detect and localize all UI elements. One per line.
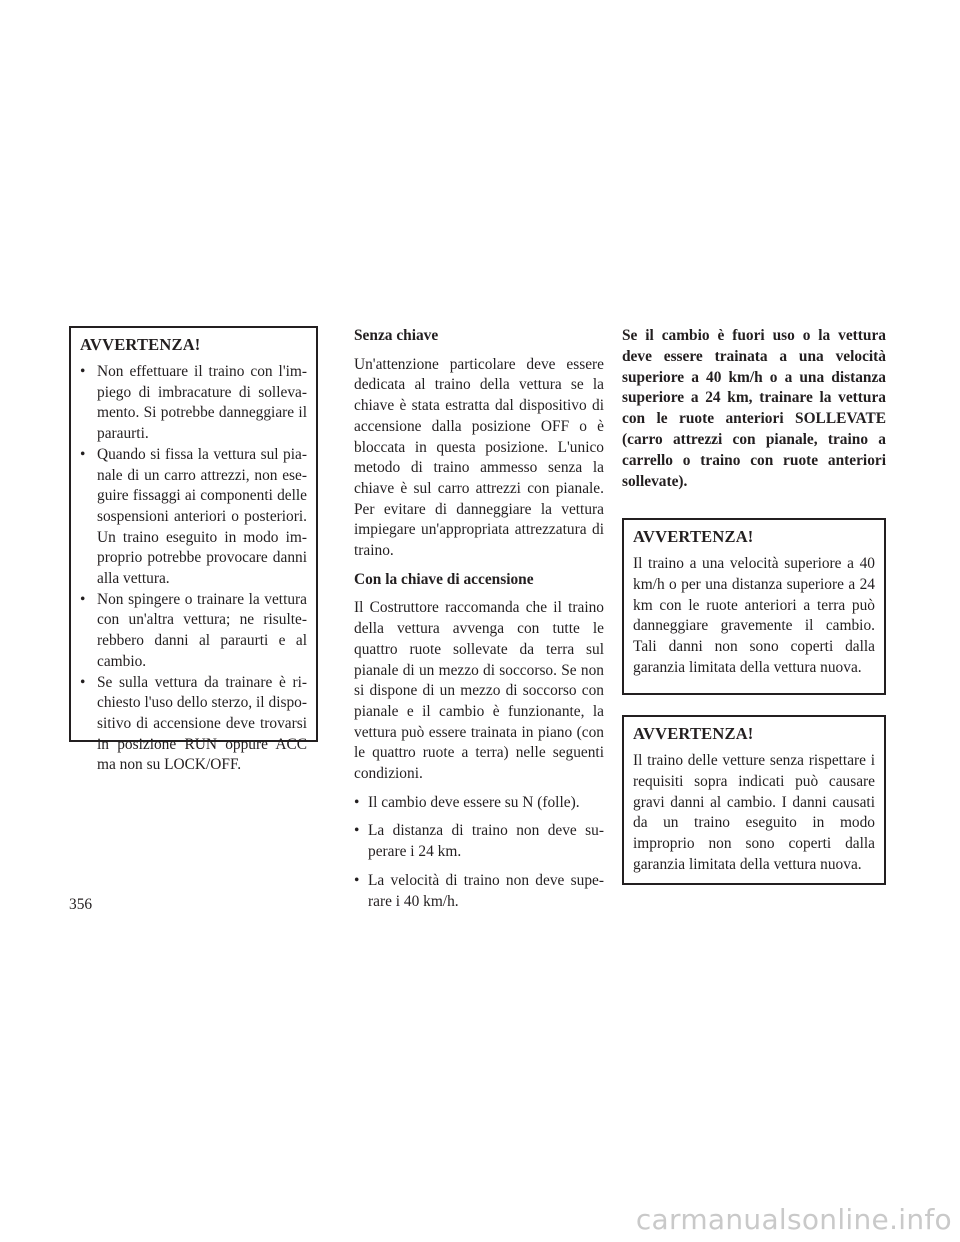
list-item: • Non effettuare il traino con l'impiego di imbracature di sollevamento. Si potrebbe danneggiare il paraurti. — [80, 362, 307, 445]
list-item: • Quando si fissa la vettura sul pianale di un carro attrezzi, non eseguire fissaggi ai componenti delle sospensioni anteriori o posteriori. Un traino eseguito in modo improprio potrebbe provocare danni alla vettura. — [80, 445, 307, 590]
warning-title: AVVERTENZA! — [80, 335, 201, 354]
middle-column — [354, 326, 604, 920]
paragraph-with-key: Il Costruttore raccomanda che il traino della vettura avvenga con tutte le quattro ruote sollevate da terra sul pianale di un mezzo di soccorso. Se non si dispone di un mezzo di soccorso con pianale e il cambio è funzionante, la vettura può essere trainata in piano (con le quattro ruote a terra) nelle seguenti condizioni. — [354, 599, 604, 783]
warning-box-requirements — [622, 715, 886, 885]
conditions-list — [354, 793, 604, 913]
warning-title: AVVERTENZA! — [633, 527, 754, 547]
warning-list — [80, 362, 307, 776]
warning-title: AVVERTENZA! — [633, 724, 754, 744]
list-item: • La velocità di traino non deve superare i 40 km/h. — [354, 871, 604, 912]
warning-box-speed — [622, 518, 886, 695]
warning-box-towing — [69, 326, 318, 774]
paragraph-no-key: Un'attenzione particolare deve essere dedicata al traino della vettura se la chiave è stata estratta dal dispositivo di accensione dalla posizione OFF o è bloccata in questa posizione. L'unico metodo di traino ammesso senza la chiave è sul carro attrezzi con pianale. Per evitare di danneggiare la vettura impiegare un'appropriata attrezzatura di traino. — [354, 355, 604, 560]
section-heading-no-key: Senza chiave — [354, 327, 439, 344]
warning-body: Il traino a una velocità superiore a 40 km/h o per una distanza superiore a 24 km con le ruote anteriori a terra può danneggiare gravemente il cambio. Tali danni non sono coperti dalla garanzia limitata della vettura nuova. — [633, 555, 875, 676]
list-item: • Non spingere o trainare la vettura con un'altra vettura; ne risulterebbero danni al paraurti e al cambio. — [80, 590, 307, 673]
warning-body: Il traino delle vetture senza rispettare i requisiti sopra indicati può causare gravi danni al cambio. I danni causati da un traino eseguito in modo improprio non sono coperti dalla garanzia limitata della vettura nuova. — [633, 752, 875, 873]
list-item: • Se sulla vettura da trainare è richiesto l'uso dello sterzo, il dispositivo di accensione deve trovarsi in posizione RUN oppure ACC ma non su LOCK/OFF. — [80, 673, 307, 777]
bold-instruction: Se il cambio è fuori uso o la vettura deve essere trainata a una velocità superiore a 40 km/h o a una distanza superiore a 24 km, trainare la vettura con le ruote anteriori SOLLEVATE (carro attrezzi con pianale, traino a carrello o traino con ruote anteriori sollevate). — [622, 327, 886, 490]
right-column — [622, 326, 886, 905]
list-item: • Il cambio deve essere su N (folle). — [354, 793, 604, 814]
list-item: • La distanza di traino non deve superare i 24 km. — [354, 821, 604, 862]
left-column — [69, 326, 318, 774]
page-number: 356 — [69, 896, 93, 913]
watermark-text: carmanualsonline.info — [635, 1203, 952, 1236]
section-heading-with-key: Con la chiave di accensione — [354, 570, 534, 588]
